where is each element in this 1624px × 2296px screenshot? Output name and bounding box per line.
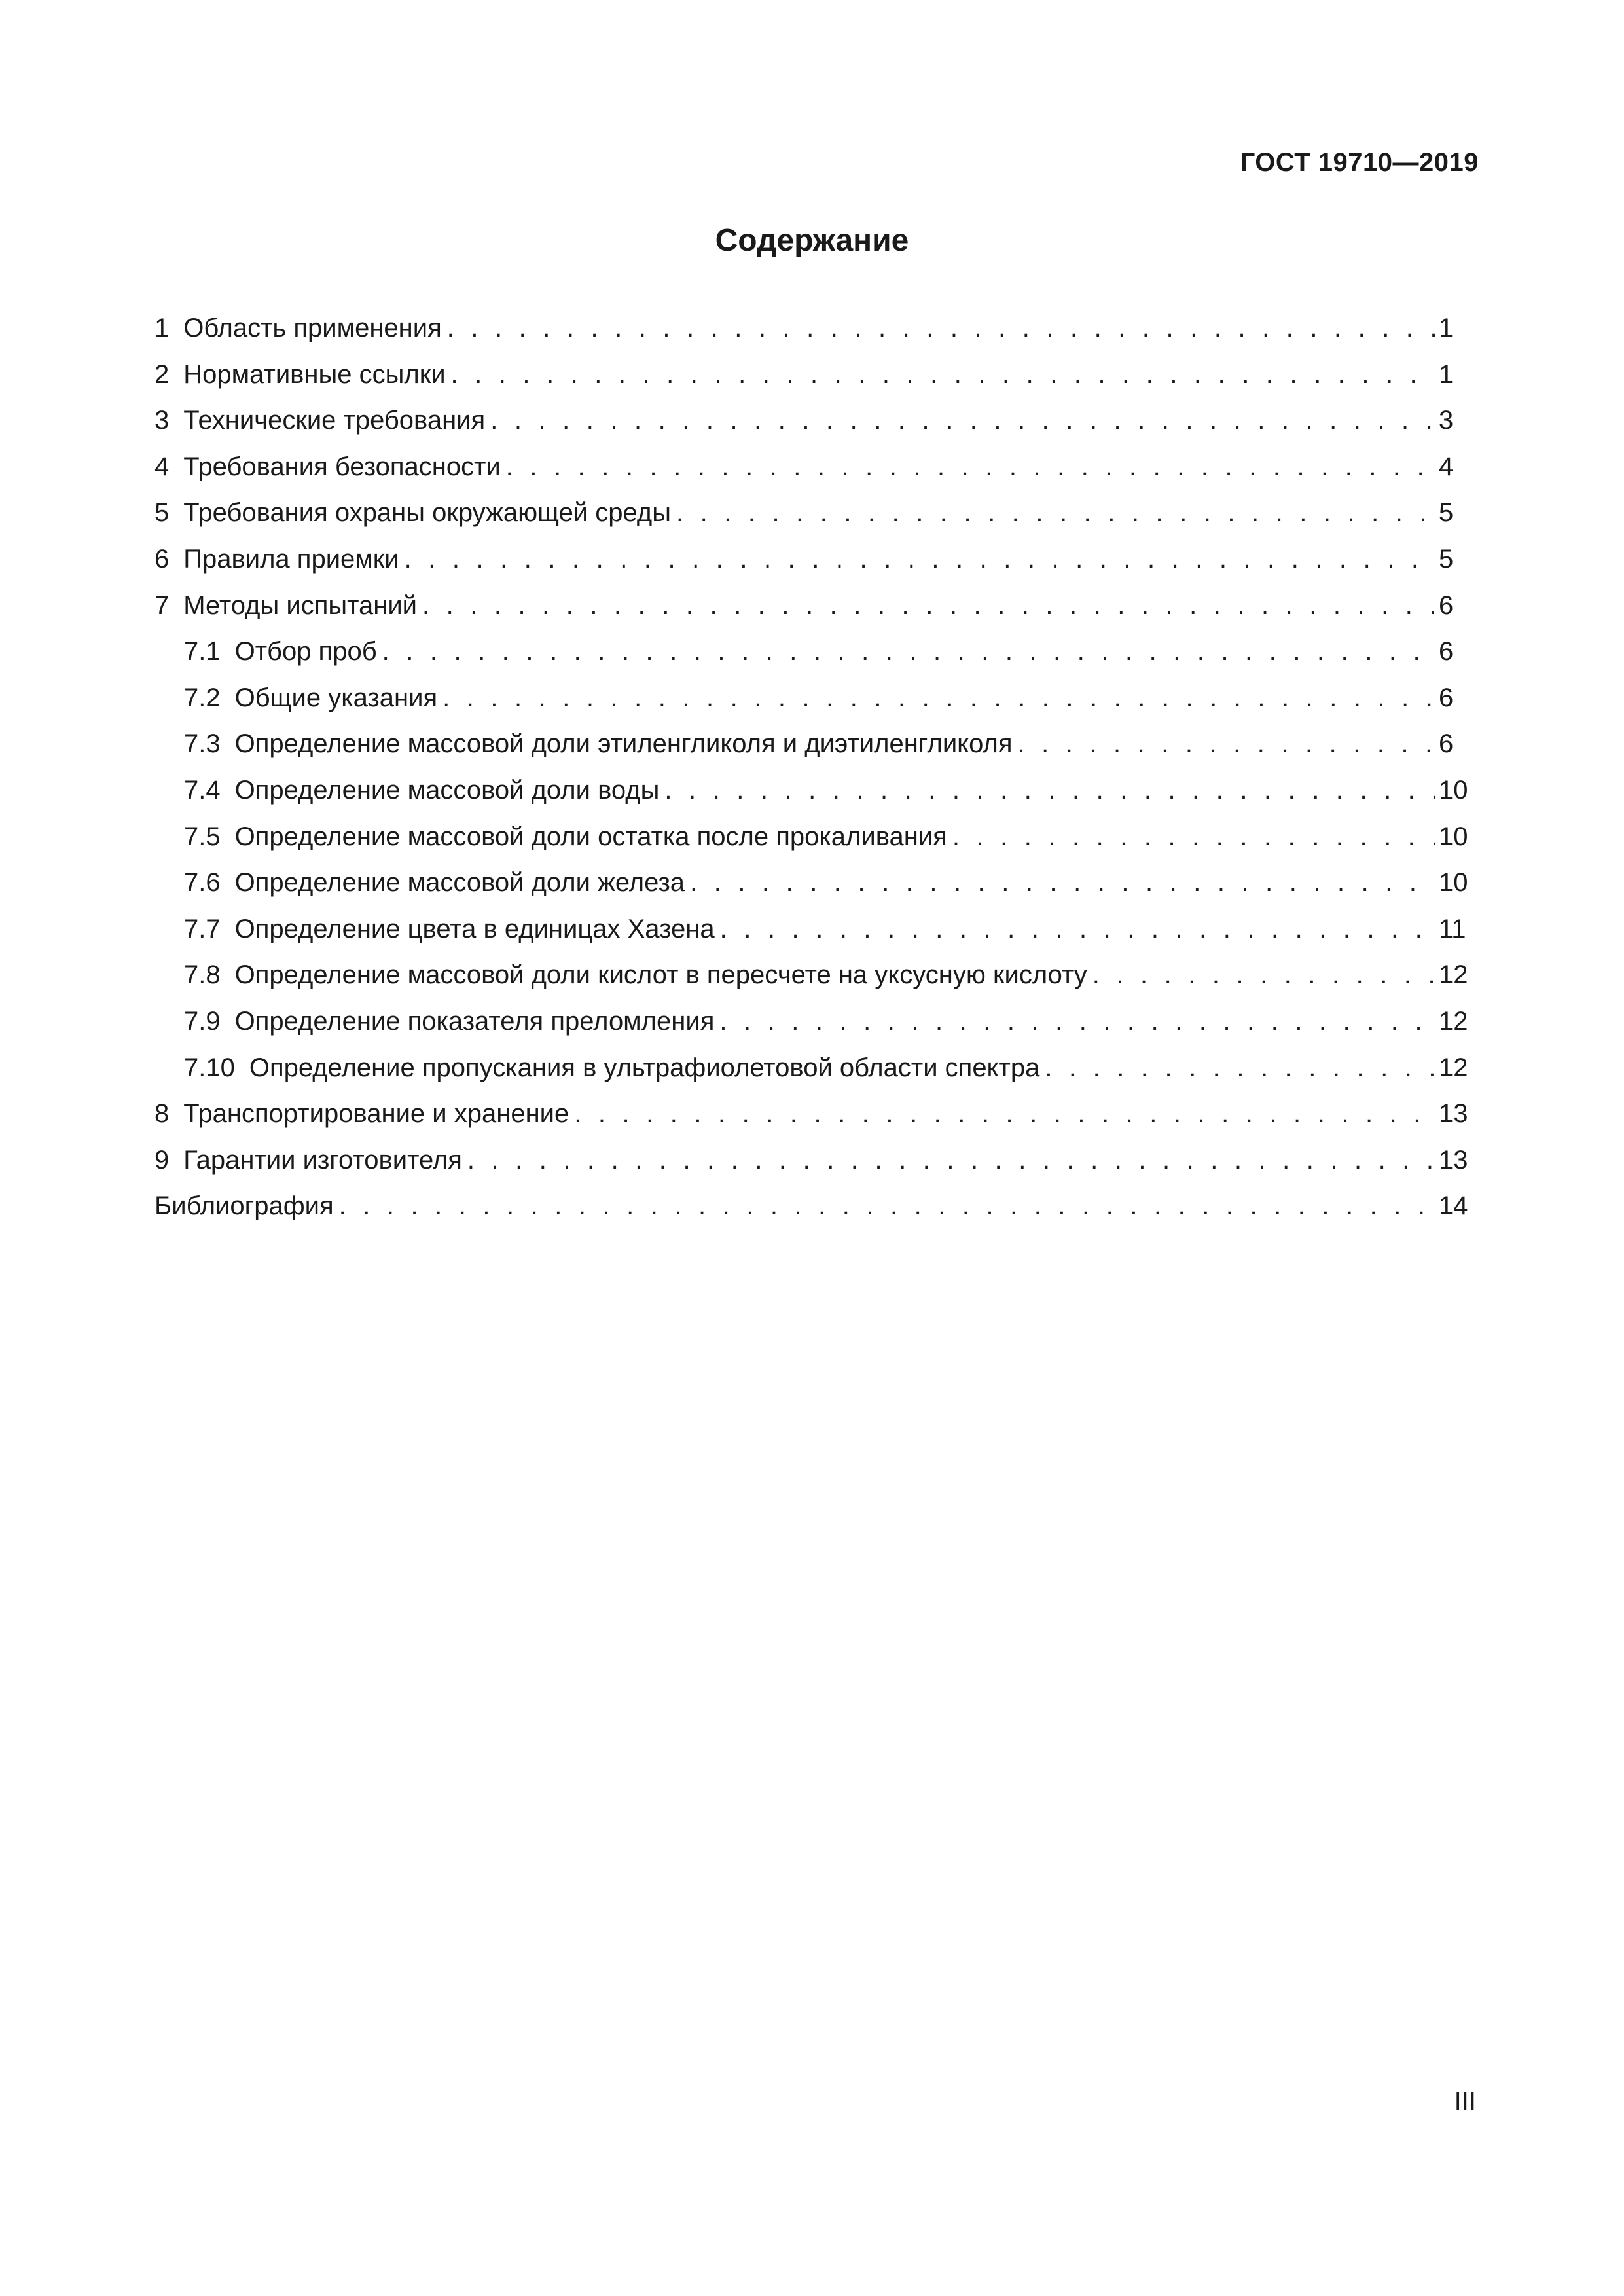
toc-dot-leader <box>676 490 1435 536</box>
toc-entry-7-7[interactable] <box>154 906 1470 953</box>
toc-entry-page: 6 <box>1439 683 1454 712</box>
toc-entry-page: 5 <box>1439 544 1454 574</box>
toc-entry-4[interactable] <box>154 444 1470 490</box>
toc-entry-label: Нормативные ссылки <box>183 359 446 389</box>
toc-dot-leader <box>719 998 1435 1045</box>
toc-dot-leader <box>690 860 1435 906</box>
toc-dot-leader <box>1018 721 1435 767</box>
toc-entry-label: Определение пропускания в ультрафиолетовой области спектра <box>249 1053 1040 1082</box>
toc-entry-page: 12 <box>1439 1053 1468 1082</box>
toc-dot-leader <box>490 397 1435 444</box>
toc-entry-page: 10 <box>1439 868 1468 898</box>
toc-entry-3[interactable] <box>154 397 1470 444</box>
toc-entry-label: Отбор проб <box>234 637 377 666</box>
toc-dot-leader <box>952 814 1435 860</box>
toc-entry-number: 3 <box>154 406 170 435</box>
toc-entry-number: 5 <box>154 498 170 528</box>
toc-entry-6[interactable] <box>154 536 1470 583</box>
toc-dot-leader <box>382 629 1435 675</box>
toc-entry-page: 11 <box>1439 914 1466 943</box>
toc-entry-number: 7.9 <box>184 1006 221 1036</box>
toc-entry-page: 13 <box>1439 1145 1468 1175</box>
page-number: III <box>1454 2087 1476 2116</box>
toc-entry-bibliography[interactable] <box>154 1183 1470 1230</box>
toc-entry-number: 7 <box>154 591 170 620</box>
toc-entry-page: 6 <box>1439 729 1454 759</box>
toc-dot-leader <box>451 352 1435 398</box>
toc-entry-page: 1 <box>1439 314 1454 342</box>
toc-entry-page: 10 <box>1439 822 1468 851</box>
toc-entry-page: 14 <box>1439 1192 1468 1221</box>
toc-dot-leader <box>447 305 1435 352</box>
toc-entry-label: Общие указания <box>234 683 438 712</box>
toc-entry-7-9[interactable] <box>154 998 1470 1045</box>
toc-entry-label: Требования безопасности <box>183 452 501 481</box>
toc-entry-1[interactable] <box>154 305 1470 352</box>
toc-dot-leader <box>422 583 1435 629</box>
toc-entry-label: Правила приемки <box>183 544 399 574</box>
toc-entry-5[interactable] <box>154 490 1470 536</box>
toc-dot-leader <box>442 675 1435 721</box>
toc-entry-7-6[interactable] <box>154 860 1470 906</box>
toc-entry-7-5[interactable] <box>154 814 1470 860</box>
toc-entry-7[interactable] <box>154 583 1470 629</box>
toc-entry-label: Методы испытаний <box>183 591 418 620</box>
toc-entry-7-3[interactable] <box>154 721 1470 767</box>
toc-entry-label: Определение массовой доли остатка после прокаливания <box>234 822 947 851</box>
toc-entry-7-2[interactable] <box>154 675 1470 721</box>
toc-entry-9[interactable] <box>154 1137 1470 1184</box>
toc-dot-leader <box>339 1183 1435 1230</box>
toc-entry-number: 7.1 <box>184 637 221 666</box>
toc-dot-leader <box>1045 1045 1435 1091</box>
toc-entry-label: Гарантии изготовителя <box>183 1145 462 1175</box>
toc-entry-8[interactable] <box>154 1091 1470 1137</box>
toc-entry-number: 2 <box>154 359 170 389</box>
toc-entry-page: 12 <box>1439 1006 1468 1036</box>
toc-entry-label: Определение массовой доли железа <box>234 868 685 898</box>
toc-entry-number: 7.4 <box>184 775 221 805</box>
toc-entry-number: 7.2 <box>184 683 221 712</box>
toc-entry-label: Область применения <box>183 314 442 342</box>
toc-title: Содержание <box>715 223 909 258</box>
toc-entry-page: 10 <box>1439 775 1468 805</box>
toc-entry-label: Технические требования <box>183 406 486 435</box>
toc-entry-label: Определение массовой доли кислот в пересчете на уксусную кислоту <box>234 960 1087 990</box>
table-of-contents <box>154 305 1470 1230</box>
toc-dot-leader <box>574 1091 1435 1137</box>
toc-entry-number: 7.5 <box>184 822 221 851</box>
toc-entry-page: 3 <box>1439 406 1454 435</box>
toc-entry-label: Определение массовой доли воды <box>234 775 660 805</box>
toc-entry-number: 8 <box>154 1099 170 1129</box>
toc-entry-number: 6 <box>154 544 170 574</box>
toc-entry-7-4[interactable] <box>154 767 1470 814</box>
toc-entry-label: Определение показателя преломления <box>234 1006 715 1036</box>
toc-entry-number: 1 <box>154 314 170 342</box>
toc-entry-2[interactable] <box>154 352 1470 398</box>
toc-entry-number: 7.7 <box>184 914 221 943</box>
toc-entry-page: 6 <box>1439 637 1454 666</box>
toc-dot-leader <box>506 444 1435 490</box>
toc-entry-label: Требования охраны окружающей среды <box>183 498 671 528</box>
toc-entry-page: 5 <box>1439 498 1454 528</box>
toc-dot-leader <box>664 767 1435 814</box>
toc-entry-page: 6 <box>1439 591 1454 620</box>
toc-entry-page: 12 <box>1439 960 1468 990</box>
toc-entry-7-1[interactable] <box>154 629 1470 675</box>
toc-entry-label: Определение цвета в единицах Хазена <box>234 914 715 943</box>
toc-entry-7-10[interactable] <box>154 1045 1470 1091</box>
toc-entry-number: 7.10 <box>184 1053 235 1082</box>
toc-entry-page: 13 <box>1439 1099 1468 1129</box>
toc-dot-leader <box>405 536 1435 583</box>
toc-entry-number: 7.6 <box>184 868 221 898</box>
toc-entry-number: 7.8 <box>184 960 221 990</box>
toc-entry-label: Библиография <box>154 1192 334 1221</box>
toc-entry-label: Транспортирование и хранение <box>183 1099 569 1129</box>
toc-entry-label: Определение массовой доли этиленгликоля и диэтиленгликоля <box>234 729 1013 759</box>
toc-dot-leader <box>1092 952 1435 998</box>
toc-entry-number: 7.3 <box>184 729 221 759</box>
toc-entry-number: 9 <box>154 1145 170 1175</box>
toc-dot-leader <box>467 1137 1435 1184</box>
toc-entry-page: 1 <box>1439 359 1454 389</box>
toc-entry-page: 4 <box>1439 452 1454 481</box>
toc-dot-leader <box>720 906 1435 953</box>
document-code: ГОСТ 19710—2019 <box>1240 148 1479 177</box>
toc-entry-7-8[interactable] <box>154 952 1470 998</box>
toc-entry-number: 4 <box>154 452 170 481</box>
